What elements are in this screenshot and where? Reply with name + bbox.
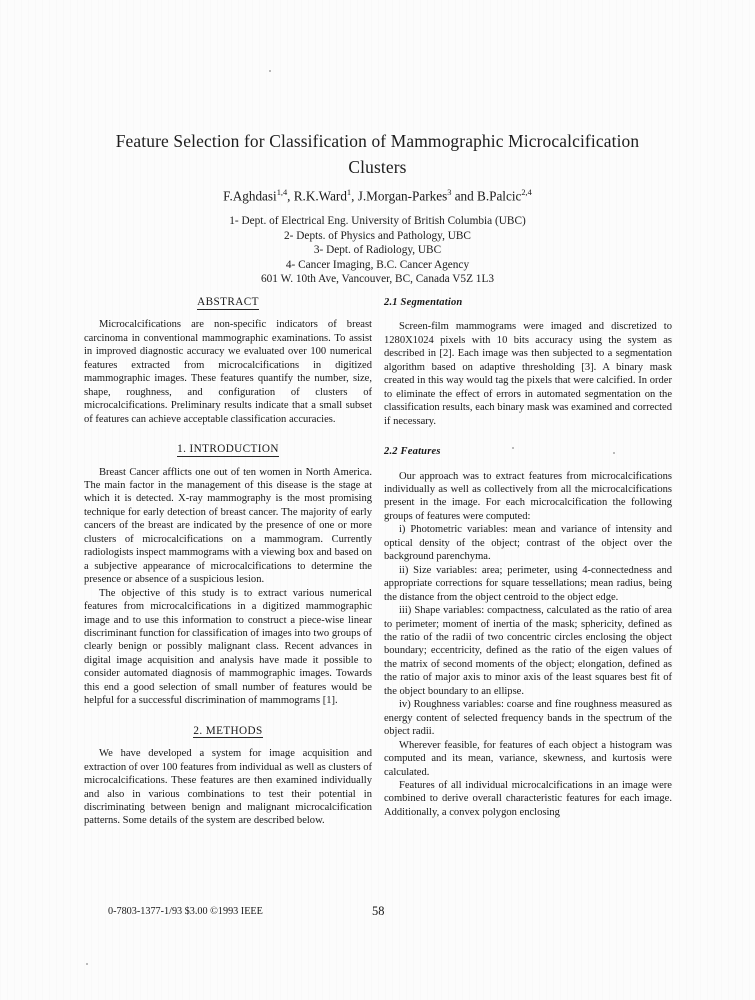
author-affiliation-marker: 1 bbox=[346, 188, 352, 197]
features-item-roughness: iv) Roughness variables: coarse and fine roughness measured as energy content of selected frequency bands in the spectrum of the object radii. bbox=[384, 699, 672, 738]
author-list: F.Aghdasi$^{1,4}$, R.K.Ward$^1$, J.Morgan-Parkes$^3$ and B.Palcic$^{2,4}$ bbox=[223, 188, 532, 204]
features-item-photometric: i) Photometric variables: mean and variance of intensity and optical density of the object; contrast of the object over the background parenchyma. bbox=[384, 524, 672, 563]
affiliation-item: 1- Dept. of Electrical Eng. University of British Columbia (UBC) bbox=[229, 215, 526, 227]
segmentation-heading: 2.1 Segmentation bbox=[384, 297, 463, 308]
affiliation-list bbox=[55, 214, 700, 287]
right-column bbox=[384, 296, 672, 819]
author-affiliation-marker: 2,4 bbox=[521, 188, 532, 197]
scan-artifact-speck bbox=[86, 963, 88, 965]
affiliation-address: 601 W. 10th Ave, Vancouver, BC, Canada V5Z 1L3 bbox=[261, 273, 494, 286]
features-item-shape: iii) Shape variables: compactness, calculated as the ratio of area to perimeter; moment of inertia of the mask; sphericity, defined as the ratio of the radii of two concentric circles enclosing the object boundary; eccentricity, defined as the ratio of the eigen values of the matrix of second moments of the object; elongation, defined as the ratio of major axis to minor axis of the least squares best fit of the object boundary to an ellipse. bbox=[384, 605, 672, 697]
features-heading: 2.2 Features bbox=[384, 446, 441, 458]
features-item-size: ii) Size variables: area; perimeter, using 4-connectedness and appropriate corrections for square tessellations; mean radius, being the distance from the object centroid to the object edge. bbox=[384, 564, 672, 603]
affiliation-item: 3- Dept. of Radiology, UBC bbox=[313, 244, 442, 257]
page-title bbox=[55, 128, 700, 180]
author-affiliation-marker: 1,4 bbox=[276, 188, 288, 197]
features-paragraph-3: Features of all individual microcalcifications in an image were combined to derive overall characteristic features for each image. Additionally, a convex polygon enclosing bbox=[384, 779, 672, 818]
copyright-notice: 0-7803-1377-1/93 $3.00 ©1993 IEEE bbox=[108, 906, 263, 917]
features-paragraph-2: Wherever feasible, for features of each object a histogram was computed and its mean, variance, skewness, and kurtosis were calculated. bbox=[384, 739, 672, 778]
segmentation-paragraph-1: Screen-film mammograms were imaged and discretized to 1280X1024 pixels with 10 bits accuracy using the system as described in [2]. Each image was then subjected to a segmentation algorithm based on adaptive thresholding [3]. A binary mask created in this way would tag the pixels that were calcified. In order to eliminate the effect of errors in automated segmentation on the classification results, each binary mask was examined and corrected if necessary. bbox=[384, 321, 672, 427]
affiliation-item: 2- Depts. of Physics and Pathology, UBC bbox=[284, 229, 471, 242]
features-paragraph-1: Our approach was to extract features from microcalcifications individually as well as collectively from all the microcalcifications present in the image. For each microcalcification the following groups of features were computed: bbox=[384, 470, 672, 522]
left-column bbox=[84, 296, 372, 828]
introduction-heading: 1. INTRODUCTION bbox=[177, 443, 279, 456]
title-block bbox=[55, 128, 700, 180]
abstract-heading: ABSTRACT bbox=[197, 296, 259, 308]
abstract-paragraph: Microcalcifications are non-specific indicators of breast carcinoma in conventional mammographic examinations. To assist in improved diagnostic accuracy we evaluated over 100 numerical features extracted from microcalcifications in digitized mammographic images. These features quantify the number, size, shape, roughness, and configuration of clusters of microcalcifications. Preliminary results indicate that a small subset of features can achieve acceptable classification accuracies. bbox=[84, 319, 372, 425]
scan-artifact-speck bbox=[269, 70, 271, 72]
page-number: 58 bbox=[372, 904, 385, 918]
title-line-1: Feature Selection for Classification of Mammographic Microcalcification bbox=[115, 131, 640, 151]
title-line-2: Clusters bbox=[348, 157, 407, 177]
author-name: F.Aghdasi bbox=[223, 188, 277, 204]
author-affiliation-marker: 3 bbox=[447, 188, 452, 197]
author-name: B.Palcic bbox=[477, 188, 522, 204]
affiliation-item: 4- Cancer Imaging, B.C. Cancer Agency bbox=[285, 258, 470, 271]
author-name: J.Morgan-Parkes bbox=[357, 188, 448, 204]
introduction-paragraph-1: Breast Cancer afflicts one out of ten women in North America. The main factor in the management of this disease is the stage at which it is detected. X-ray mammography is the most promising technique for early detection of breast cancer. The majority of early cancers of the breast are indicated by the presence of one or more clusters of microcalcifications on a mammogram. Currently radiologists inspect mammograms with a viewing box and based on a subjective appearance of microcalcifications to determine the presence or absence of a suspicious lesion. bbox=[84, 466, 372, 586]
methods-heading: 2. METHODS bbox=[193, 724, 263, 737]
methods-paragraph-1: We have developed a system for image acquisition and extraction of over 100 features from individual as well as clusters of microcalcifications. These features are then examined individually and also in various combinations to test their potential in discriminating between benign and malignant microcalcification patterns. Some details of the system are described below. bbox=[84, 748, 372, 827]
introduction-paragraph-2: The objective of this study is to extract various numerical features from microcalcifications in a digitized mammographic image and to use this information to construct a piece-wise linear discriminant function for classification of images into two groups of clearly benign or possibly malignant class. Recent advances in digital image acquisition and analysis have made it possible to consider automated diagnosis of mammographic images. Towards this end a good selection of small number of features would be helpful for a successful discrimination of mammograms [1]. bbox=[84, 587, 372, 707]
author-name: R.K.Ward bbox=[293, 188, 347, 204]
